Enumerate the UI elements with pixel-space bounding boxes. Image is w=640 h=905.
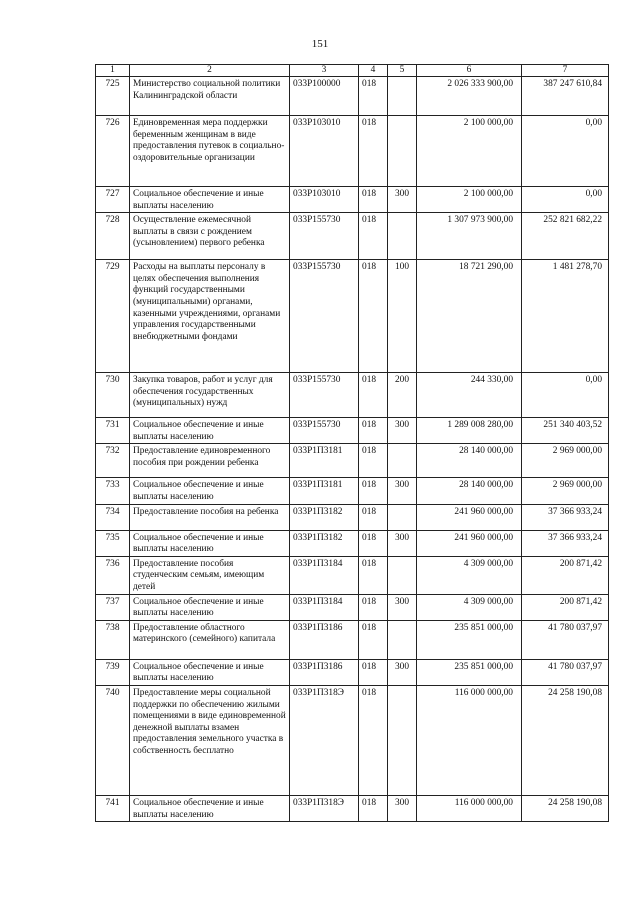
row-ved: 018 xyxy=(359,594,388,620)
row-ved: 018 xyxy=(359,620,388,659)
row-name: Предоставление областного материнского (семейного) капитала xyxy=(130,620,290,659)
table-row xyxy=(96,260,609,373)
row-plan-amount: 244 330,00 xyxy=(417,373,522,418)
row-number: 733 xyxy=(96,478,130,504)
row-code: 033P1П3181 xyxy=(290,444,359,478)
row-name: Социальное обеспечение и иные выплаты населению xyxy=(130,187,290,213)
row-name: Расходы на выплаты персоналу в целях обеспечения выполнения функций государственными (муниципальными) органами, казенными учреждениями, органами управления государственными внебюджетными фондами xyxy=(130,260,290,373)
budget-table xyxy=(95,64,609,822)
row-ved: 018 xyxy=(359,77,388,116)
row-plan-amount: 2 100 000,00 xyxy=(417,116,522,187)
row-plan-amount: 4 309 000,00 xyxy=(417,556,522,594)
row-name: Социальное обеспечение и иные выплаты населению xyxy=(130,530,290,556)
row-vr: 300 xyxy=(388,594,417,620)
row-vr: 300 xyxy=(388,418,417,444)
row-plan-amount: 2 026 333 900,00 xyxy=(417,77,522,116)
row-plan-amount: 235 851 000,00 xyxy=(417,659,522,685)
row-fact-amount: 41 780 037,97 xyxy=(522,620,609,659)
table-row xyxy=(96,620,609,659)
row-plan-amount: 28 140 000,00 xyxy=(417,444,522,478)
row-ved: 018 xyxy=(359,260,388,373)
row-vr xyxy=(388,444,417,478)
row-name: Предоставление пособия на ребенка xyxy=(130,504,290,530)
row-code: 033P1П3186 xyxy=(290,659,359,685)
row-ved: 018 xyxy=(359,116,388,187)
row-ved: 018 xyxy=(359,213,388,260)
row-number: 727 xyxy=(96,187,130,213)
row-ved: 018 xyxy=(359,444,388,478)
row-fact-amount: 200 871,42 xyxy=(522,556,609,594)
row-plan-amount: 28 140 000,00 xyxy=(417,478,522,504)
row-number: 732 xyxy=(96,444,130,478)
row-number: 729 xyxy=(96,260,130,373)
table-row xyxy=(96,795,609,821)
row-fact-amount: 24 258 190,08 xyxy=(522,795,609,821)
row-code: 033P1П318Э xyxy=(290,685,359,795)
row-number: 725 xyxy=(96,77,130,116)
column-header: 7 xyxy=(522,65,609,77)
row-vr: 300 xyxy=(388,659,417,685)
table-row xyxy=(96,213,609,260)
row-code: 033P155730 xyxy=(290,213,359,260)
row-fact-amount: 2 969 000,00 xyxy=(522,478,609,504)
row-plan-amount: 116 000 000,00 xyxy=(417,685,522,795)
row-number: 730 xyxy=(96,373,130,418)
row-ved: 018 xyxy=(359,373,388,418)
row-vr: 300 xyxy=(388,187,417,213)
row-vr: 300 xyxy=(388,530,417,556)
row-fact-amount: 0,00 xyxy=(522,187,609,213)
row-number: 737 xyxy=(96,594,130,620)
row-number: 734 xyxy=(96,504,130,530)
row-number: 740 xyxy=(96,685,130,795)
table-row xyxy=(96,444,609,478)
row-name: Социальное обеспечение и иные выплаты населению xyxy=(130,659,290,685)
row-number: 726 xyxy=(96,116,130,187)
row-number: 728 xyxy=(96,213,130,260)
column-header: 3 xyxy=(290,65,359,77)
row-code: 033P103010 xyxy=(290,187,359,213)
row-code: 033P1П318Э xyxy=(290,795,359,821)
header-row xyxy=(96,65,609,77)
row-ved: 018 xyxy=(359,478,388,504)
row-vr: 200 xyxy=(388,373,417,418)
row-number: 735 xyxy=(96,530,130,556)
row-plan-amount: 116 000 000,00 xyxy=(417,795,522,821)
row-ved: 018 xyxy=(359,795,388,821)
row-code: 033P1П3184 xyxy=(290,594,359,620)
row-plan-amount: 18 721 290,00 xyxy=(417,260,522,373)
row-name: Предоставление пособия студенческим семьям, имеющим детей xyxy=(130,556,290,594)
page-number: 151 xyxy=(311,38,329,50)
row-fact-amount: 41 780 037,97 xyxy=(522,659,609,685)
row-number: 736 xyxy=(96,556,130,594)
row-code: 033P1П3182 xyxy=(290,504,359,530)
row-code: 033P103010 xyxy=(290,116,359,187)
row-code: 033P155730 xyxy=(290,418,359,444)
row-plan-amount: 241 960 000,00 xyxy=(417,530,522,556)
table-row xyxy=(96,77,609,116)
row-fact-amount: 200 871,42 xyxy=(522,594,609,620)
row-ved: 018 xyxy=(359,418,388,444)
row-fact-amount: 0,00 xyxy=(522,116,609,187)
row-ved: 018 xyxy=(359,659,388,685)
row-name: Предоставление единовременного пособия при рождении ребенка xyxy=(130,444,290,478)
table-row xyxy=(96,187,609,213)
row-name: Социальное обеспечение и иные выплаты населению xyxy=(130,795,290,821)
row-name: Осуществление ежемесячной выплаты в связи с рождением (усыновлением) первого ребенка xyxy=(130,213,290,260)
table-row xyxy=(96,685,609,795)
row-number: 738 xyxy=(96,620,130,659)
row-fact-amount: 251 340 403,52 xyxy=(522,418,609,444)
row-ved: 018 xyxy=(359,504,388,530)
table-row xyxy=(96,116,609,187)
row-vr: 300 xyxy=(388,795,417,821)
column-header: 5 xyxy=(388,65,417,77)
table-row xyxy=(96,478,609,504)
row-name: Закупка товаров, работ и услуг для обеспечения государственных (муниципальных) нужд xyxy=(130,373,290,418)
row-code: 033P1П3181 xyxy=(290,478,359,504)
row-number: 741 xyxy=(96,795,130,821)
table-row xyxy=(96,373,609,418)
table-row xyxy=(96,418,609,444)
column-header: 2 xyxy=(130,65,290,77)
table-body xyxy=(96,77,609,822)
row-fact-amount: 37 366 933,24 xyxy=(522,504,609,530)
row-name: Предоставление меры социальной поддержки по обеспечению жилыми помещениями в виде единовременной денежной выплаты взамен предоставления земельного участка в собственность бесплатно xyxy=(130,685,290,795)
row-fact-amount: 37 366 933,24 xyxy=(522,530,609,556)
row-ved: 018 xyxy=(359,685,388,795)
row-vr xyxy=(388,504,417,530)
column-header: 4 xyxy=(359,65,388,77)
row-fact-amount: 387 247 610,84 xyxy=(522,77,609,116)
row-code: 033P1П3186 xyxy=(290,620,359,659)
row-plan-amount: 1 289 008 280,00 xyxy=(417,418,522,444)
row-vr: 300 xyxy=(388,478,417,504)
row-ved: 018 xyxy=(359,556,388,594)
row-code: 033P155730 xyxy=(290,260,359,373)
column-header: 1 xyxy=(96,65,130,77)
table-row xyxy=(96,659,609,685)
row-fact-amount: 252 821 682,22 xyxy=(522,213,609,260)
row-plan-amount: 2 100 000,00 xyxy=(417,187,522,213)
row-vr xyxy=(388,556,417,594)
row-code: 033P1П3184 xyxy=(290,556,359,594)
row-ved: 018 xyxy=(359,530,388,556)
row-name: Единовременная мера поддержки беременным женщинам в виде предоставления путевок в социально-оздоровительные организации xyxy=(130,116,290,187)
row-name: Социальное обеспечение и иные выплаты населению xyxy=(130,594,290,620)
row-vr xyxy=(388,77,417,116)
row-fact-amount: 24 258 190,08 xyxy=(522,685,609,795)
row-code: 033P155730 xyxy=(290,373,359,418)
row-vr: 100 xyxy=(388,260,417,373)
table-row xyxy=(96,530,609,556)
row-fact-amount: 2 969 000,00 xyxy=(522,444,609,478)
row-fact-amount: 0,00 xyxy=(522,373,609,418)
row-code: 033P100000 xyxy=(290,77,359,116)
column-header: 6 xyxy=(417,65,522,77)
table-row xyxy=(96,504,609,530)
row-name: Социальное обеспечение и иные выплаты населению xyxy=(130,418,290,444)
row-ved: 018 xyxy=(359,187,388,213)
row-name: Министерство социальной политики Калининградской области xyxy=(130,77,290,116)
row-name: Социальное обеспечение и иные выплаты населению xyxy=(130,478,290,504)
row-number: 739 xyxy=(96,659,130,685)
row-plan-amount: 235 851 000,00 xyxy=(417,620,522,659)
row-plan-amount: 1 307 973 900,00 xyxy=(417,213,522,260)
row-plan-amount: 4 309 000,00 xyxy=(417,594,522,620)
row-plan-amount: 241 960 000,00 xyxy=(417,504,522,530)
table-row xyxy=(96,594,609,620)
row-code: 033P1П3182 xyxy=(290,530,359,556)
row-vr xyxy=(388,620,417,659)
table-row xyxy=(96,556,609,594)
row-vr xyxy=(388,116,417,187)
row-fact-amount: 1 481 278,70 xyxy=(522,260,609,373)
row-vr xyxy=(388,685,417,795)
row-number: 731 xyxy=(96,418,130,444)
row-vr xyxy=(388,213,417,260)
